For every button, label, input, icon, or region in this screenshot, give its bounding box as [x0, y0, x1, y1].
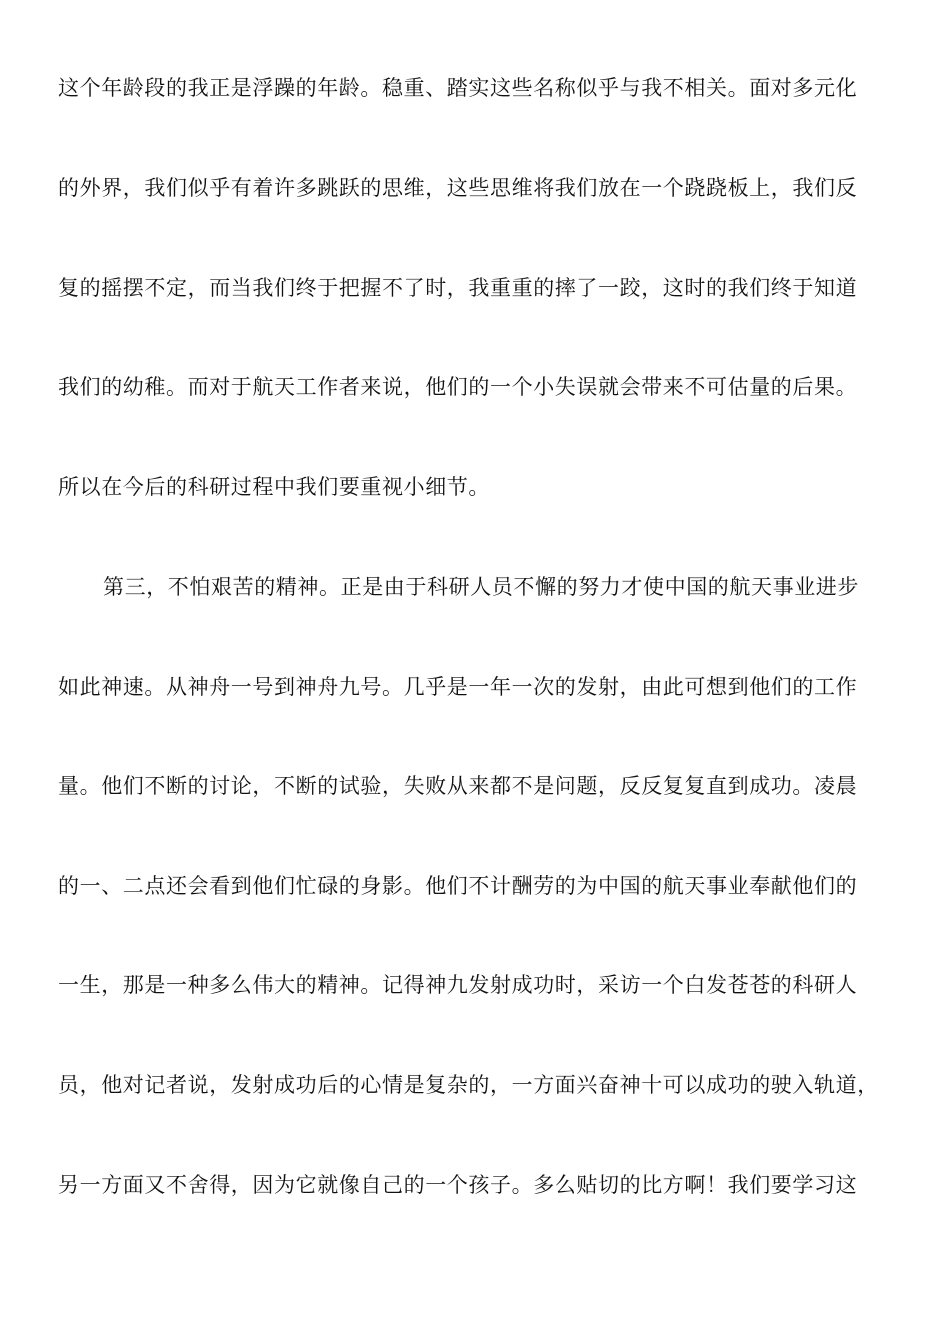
paragraph-line: 的一、二点还会看到他们忙碌的身影。他们不计酬劳的为中国的航天事业奉献他们的	[58, 874, 858, 898]
paragraph-line: 复的摇摆不定，而当我们终于把握不了时，我重重的摔了一跤，这时的我们终于知道	[58, 276, 858, 300]
paragraph-line: 的外界，我们似乎有着许多跳跃的思维，这些思维将我们放在一个跷跷板上，我们反	[58, 176, 858, 200]
paragraph-line: 所以在今后的科研过程中我们要重视小细节。	[58, 475, 490, 499]
paragraph-line: 如此神速。从神舟一号到神舟九号。几乎是一年一次的发射，由此可想到他们的工作	[58, 675, 858, 699]
paragraph-line: 一生，那是一种多么伟大的精神。记得神九发射成功时，采访一个白发苍苍的科研人	[58, 973, 858, 997]
paragraph-line: 第三，不怕艰苦的精神。正是由于科研人员不懈的努力才使中国的航天事业进步	[103, 575, 859, 599]
paragraph-line: 我们的幼稚。而对于航天工作者来说，他们的一个小失误就会带来不可估量的后果。	[58, 375, 858, 399]
paragraph-line: 员，他对记者说，发射成功后的心情是复杂的，一方面兴奋神十可以成功的驶入轨道，	[58, 1073, 879, 1097]
paragraph-line: 量。他们不断的讨论，不断的试验，失败从来都不是问题，反反复复直到成功。凌晨	[58, 774, 858, 798]
paragraph-line: 另一方面又不舍得，因为它就像自己的一个孩子。多么贴切的比方啊！我们要学习这	[58, 1173, 858, 1197]
paragraph-line: 这个年龄段的我正是浮躁的年龄。稳重、踏实这些名称似乎与我不相关。面对多元化	[58, 76, 858, 100]
